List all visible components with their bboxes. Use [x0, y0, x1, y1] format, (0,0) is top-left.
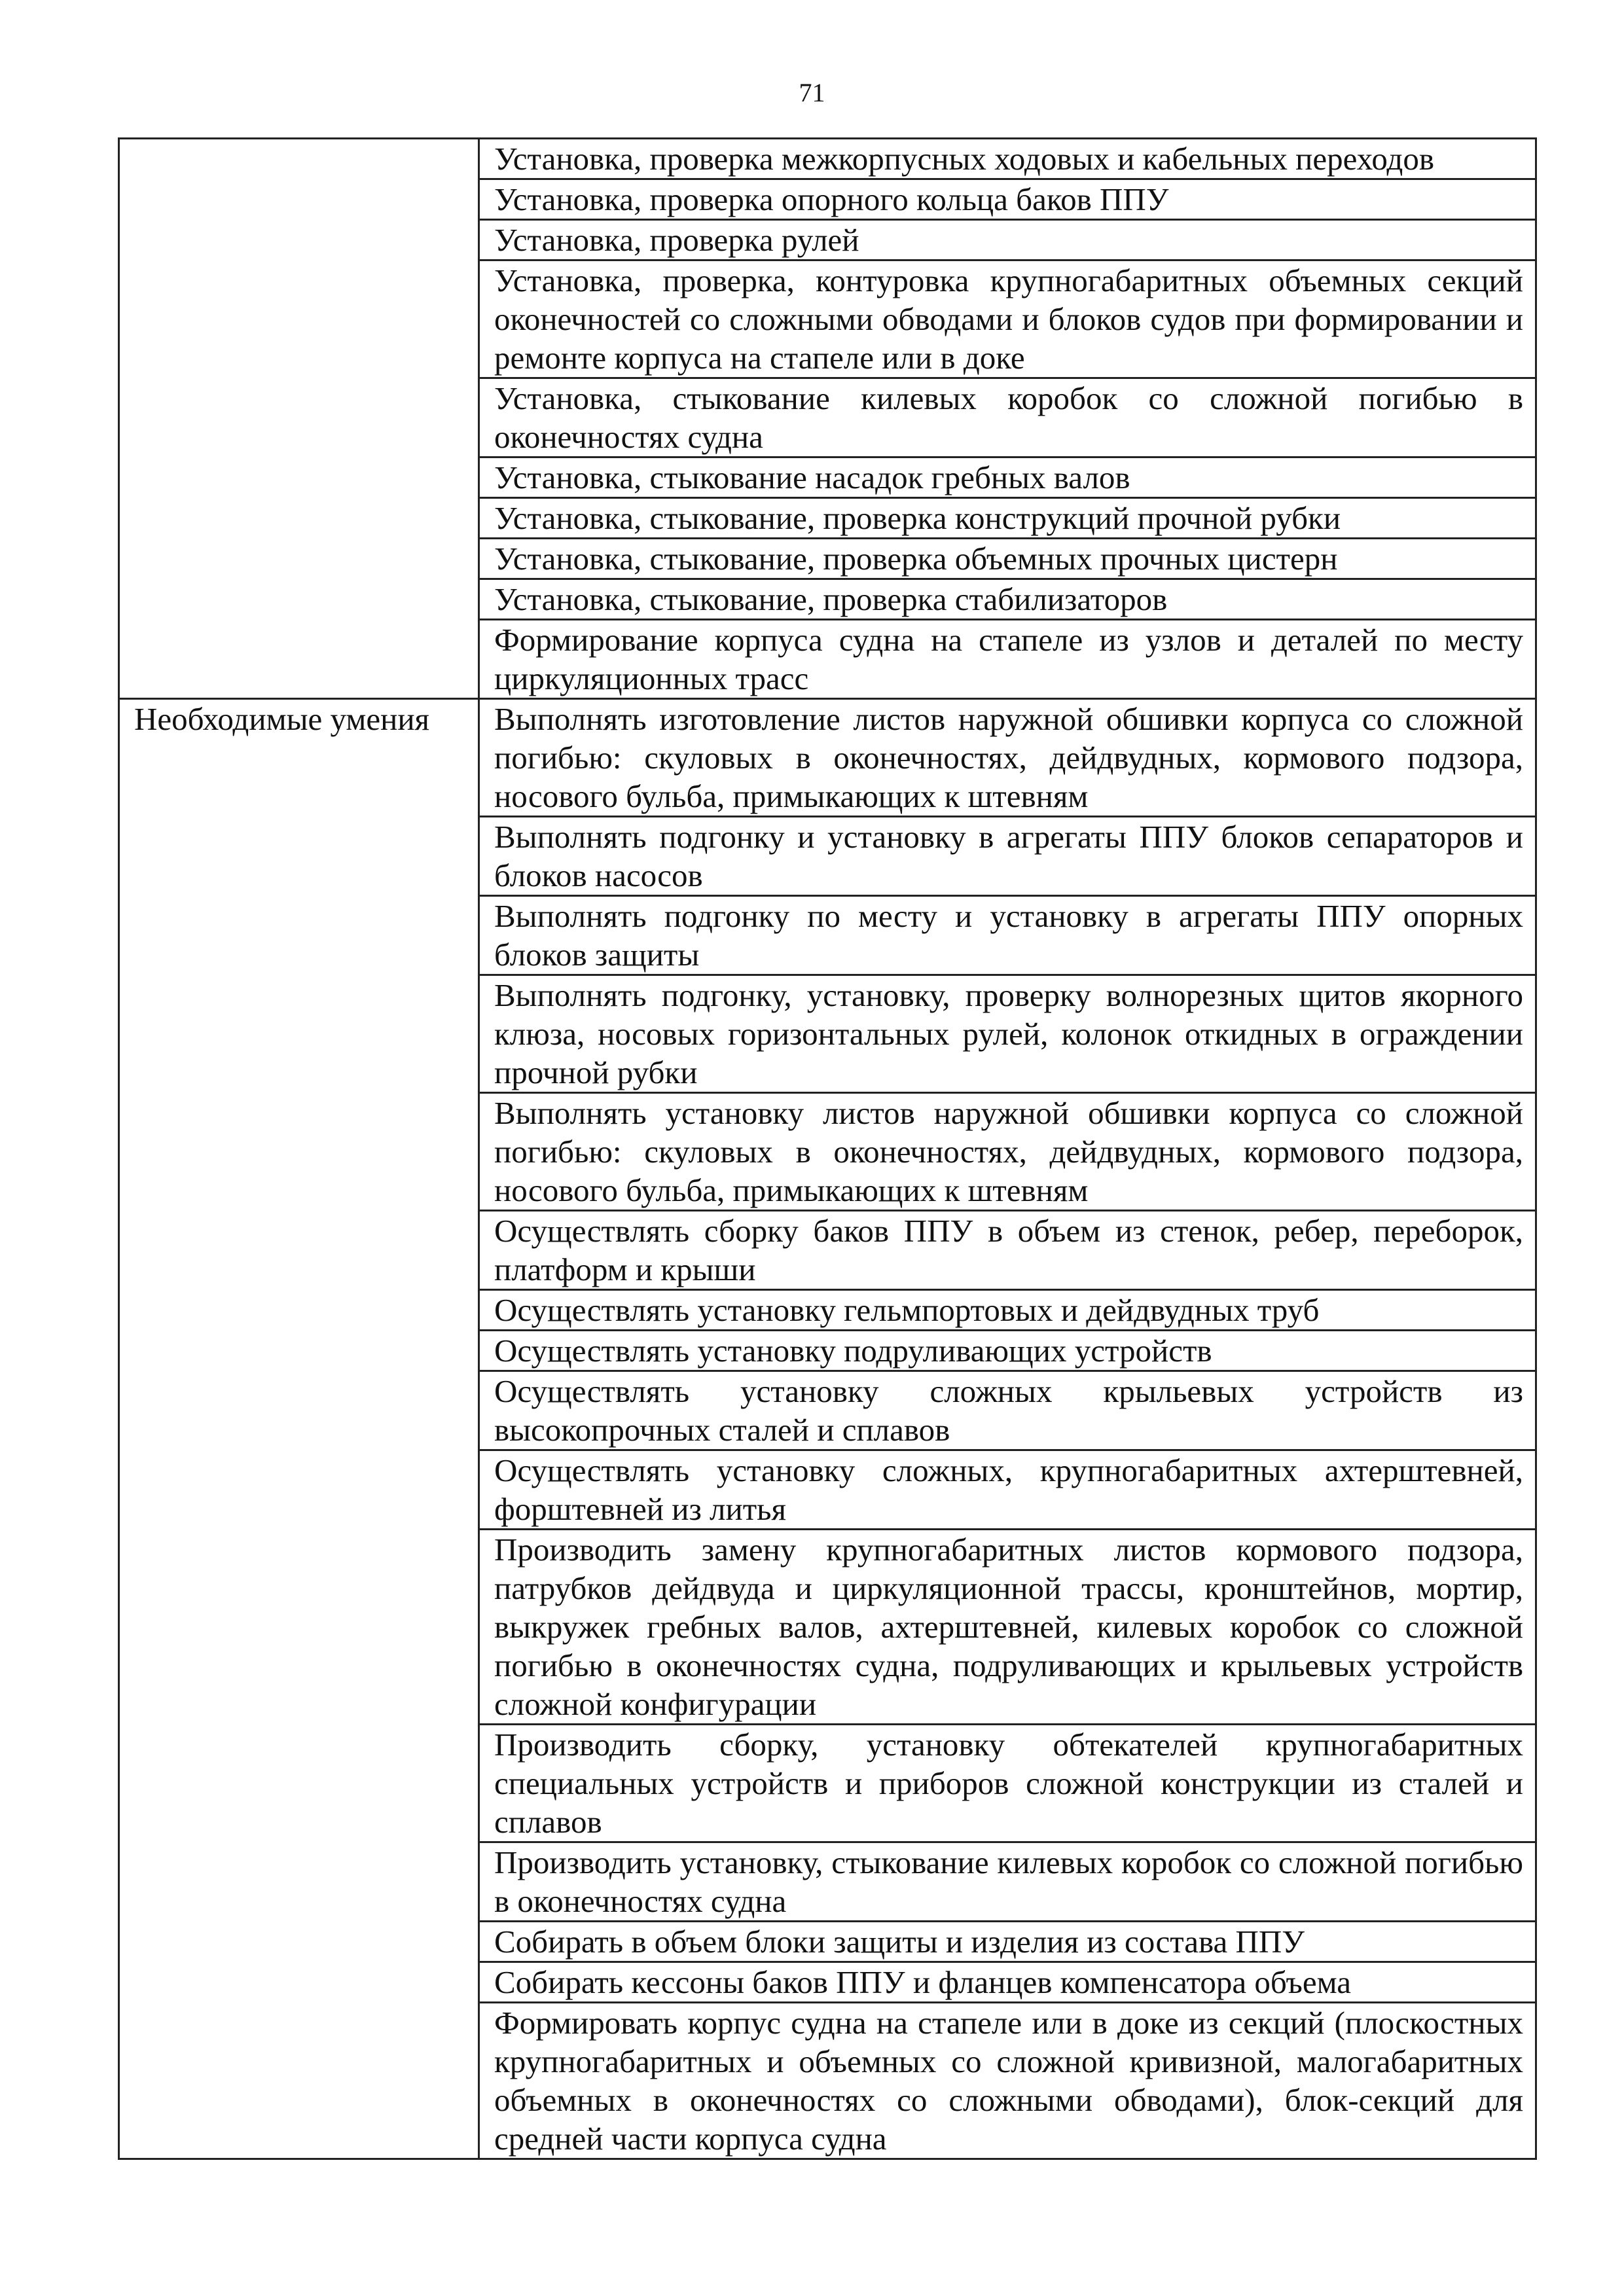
- requirement-item: Установка, проверка опорного кольца баков ППУ: [479, 179, 1536, 220]
- table-row: [119, 139, 1536, 179]
- requirement-item: Установка, стыкование, проверка стабилизаторов: [479, 579, 1536, 620]
- table-row: [119, 699, 1536, 817]
- requirement-item: Осуществлять сборку баков ППУ в объем из стенок, ребер, переборок, платформ и крыши: [479, 1211, 1536, 1290]
- section-label: Необходимые умения: [119, 699, 479, 2159]
- requirement-item: Выполнять установку листов наружной обшивки корпуса со сложной погибью: скуловых в оконечностях, дейдвудных, кормового подзора, носового бульба, примыкающих к штевням: [479, 1093, 1536, 1211]
- requirement-item: Осуществлять установку гельмпортовых и дейдвудных труб: [479, 1290, 1536, 1331]
- requirement-item: Осуществлять установку сложных крыльевых устройств из высокопрочных сталей и сплавов: [479, 1371, 1536, 1450]
- requirement-item: Производить установку, стыкование килевых коробок со сложной погибью в оконечностях судна: [479, 1842, 1536, 1922]
- requirement-item: Выполнять подгонку по месту и установку в агрегаты ППУ опорных блоков защиты: [479, 896, 1536, 975]
- requirement-item: Установка, стыкование, проверка объемных прочных цистерн: [479, 539, 1536, 579]
- requirement-item: Формировать корпус судна на стапеле или в доке из секций (плоскостных крупногабаритных и объемных со сложной кривизной, малогабаритных объемных в оконечностях со сложными обводами), блок-секций для средней части корпуса судна: [479, 2003, 1536, 2159]
- requirement-item: Выполнять подгонку и установку в агрегаты ППУ блоков сепараторов и блоков насосов: [479, 817, 1536, 896]
- requirement-item: Установка, стыкование килевых коробок со сложной погибью в оконечностях судна: [479, 378, 1536, 457]
- requirements-table-body: [119, 139, 1536, 2159]
- requirement-item: Установка, проверка межкорпусных ходовых и кабельных переходов: [479, 139, 1536, 179]
- requirements-table: [118, 137, 1537, 2160]
- requirement-item: Установка, проверка, контуровка крупногабаритных объемных секций оконечностей со сложными обводами и блоков судов при формировании и ремонте корпуса на стапеле или в доке: [479, 260, 1536, 378]
- page-number: 71: [799, 78, 825, 107]
- requirement-item: Установка, стыкование насадок гребных валов: [479, 457, 1536, 498]
- requirement-item: Осуществлять установку сложных, крупногабаритных ахтерштевней, форштевней из литья: [479, 1450, 1536, 1530]
- requirement-item: Производить замену крупногабаритных листов кормового подзора, патрубков дейдвуда и циркуляционной трассы, кронштейнов, мортир, выкружек гребных валов, ахтерштевней, килевых коробок со сложной погибью в оконечностях судна, подруливающих и крыльевых устройств сложной конфигурации: [479, 1530, 1536, 1725]
- requirement-item: Производить сборку, установку обтекателей крупногабаритных специальных устройств и приборов сложной конструкции из сталей и сплавов: [479, 1725, 1536, 1842]
- requirement-item: Собирать в объем блоки защиты и изделия из состава ППУ: [479, 1922, 1536, 1962]
- requirement-item: Осуществлять установку подруливающих устройств: [479, 1331, 1536, 1371]
- requirement-item: Формирование корпуса судна на стапеле из узлов и деталей по месту циркуляционных трасс: [479, 620, 1536, 699]
- requirement-item: Выполнять изготовление листов наружной обшивки корпуса со сложной погибью: скуловых в оконечностях, дейдвудных, кормового подзора, носового бульба, примыкающих к штевням: [479, 699, 1536, 817]
- section-label: [119, 139, 479, 699]
- requirement-item: Установка, проверка рулей: [479, 220, 1536, 260]
- requirement-item: Установка, стыкование, проверка конструкций прочной рубки: [479, 498, 1536, 539]
- requirement-item: Собирать кессоны баков ППУ и фланцев компенсатора объема: [479, 1962, 1536, 2003]
- requirement-item: Выполнять подгонку, установку, проверку волнорезных щитов якорного клюза, носовых горизонтальных рулей, колонок откидных в ограждении прочной рубки: [479, 975, 1536, 1093]
